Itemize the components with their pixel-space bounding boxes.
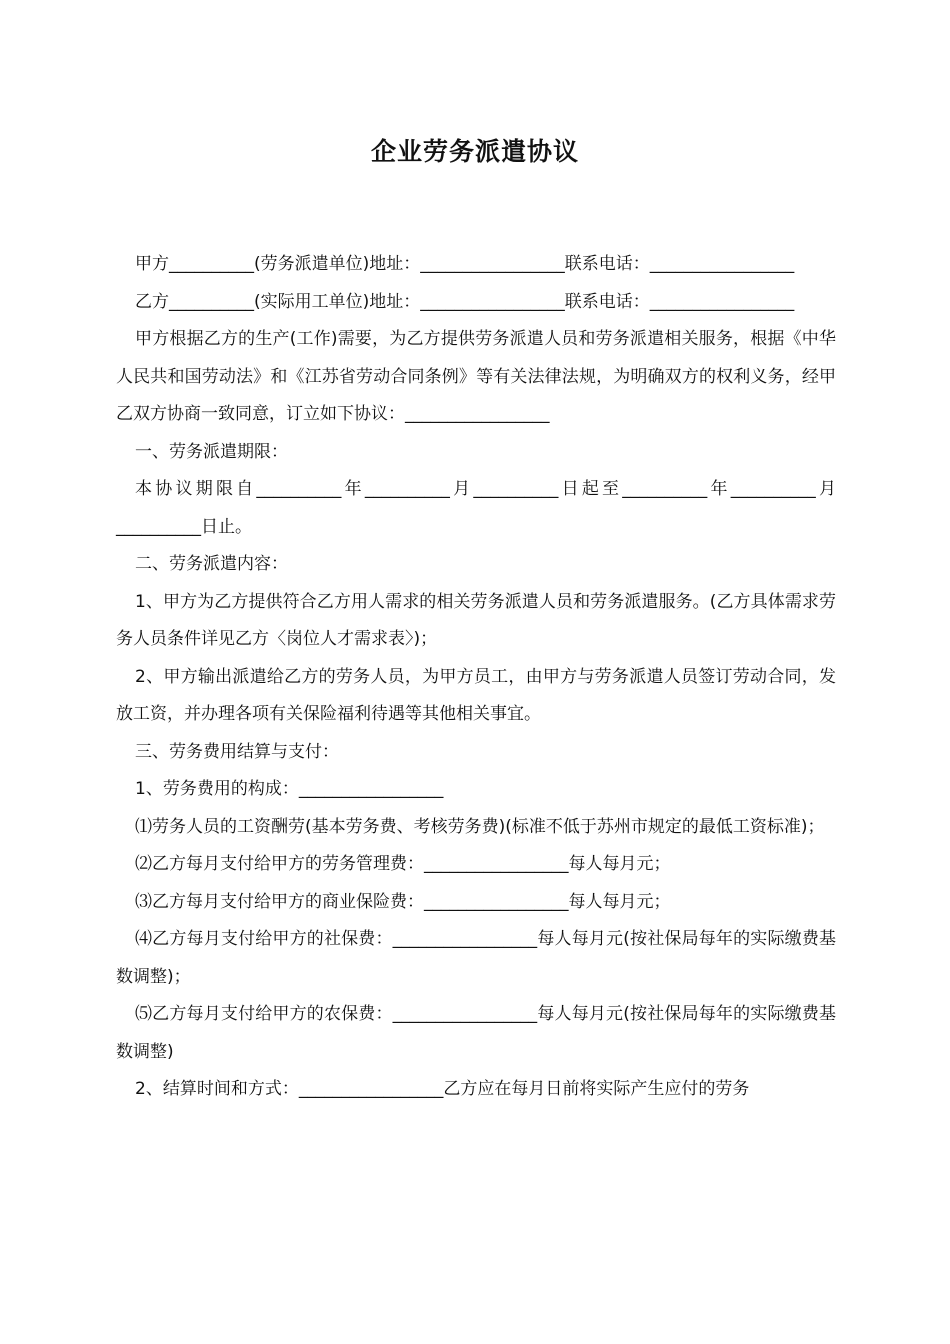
party-a-line: 甲方__________(劳务派遣单位)地址：_________________联系电话：_________________ (135, 254, 795, 274)
fee-item: ⑴劳务人员的工资酬劳(基本劳务费、考核劳务费)(标准不低于苏州市规定的最低工资标准)； (135, 816, 825, 837)
party-b-line: 乙方__________(实际用工单位)地址：_________________联系电话：_________________ (135, 291, 795, 312)
section-heading: 三、劳务费用结算与支付： (135, 741, 339, 762)
clause-paragraph: 2、结算时间和方式：_________________乙方应在每月日前将实际产生应付的劳务 (135, 1079, 750, 1099)
document-title: 企业劳务派遣协议 (370, 137, 579, 166)
section-heading: 一、劳务派遣期限： (135, 441, 288, 462)
fee-item: ⑵乙方每月支付给甲方的劳务管理费：_________________每人每月元； (135, 854, 671, 874)
fee-item: ⑷乙方每月支付给甲方的社保费：_________________每人每月元(按社保局每年的实际缴费基数调整)； (116, 929, 836, 987)
clause-paragraph: 1、劳务费用的构成：_________________ (135, 779, 444, 799)
clause-paragraph: 2、甲方输出派遣给乙方的劳务人员，为甲方员工，由甲方与劳务派遣人员签订劳动合同，发放工资，并办理各项有关保险福利待遇等其他相关事宜。 (116, 666, 836, 724)
document-body (116, 246, 836, 1109)
preamble-paragraph: 甲方根据乙方的生产(工作)需要，为乙方提供劳务派遣人员和劳务派遣相关服务，根据《中华人民共和国劳动法》和《江苏省劳动合同条例》等有关法律法规，为明确双方的权利义务，经甲乙双方协商一致同意，订立如下协议：_________________ (116, 329, 836, 424)
term-paragraph: 本协议期限自__________年__________月__________日起至__________年__________月__________日止。 (116, 479, 836, 537)
clause-paragraph: 1、甲方为乙方提供符合乙方用人需求的相关劳务派遣人员和劳务派遣服务。(乙方具体需求劳务人员条件详见乙方〈岗位人才需求表〉)； (116, 591, 836, 649)
section-heading: 二、劳务派遣内容： (135, 554, 288, 574)
fee-item: ⑶乙方每月支付给甲方的商业保险费：_________________每人每月元； (135, 891, 671, 912)
fee-item: ⑸乙方每月支付给甲方的农保费：_________________每人每月元(按社保局每年的实际缴费基数调整) (116, 1004, 836, 1062)
